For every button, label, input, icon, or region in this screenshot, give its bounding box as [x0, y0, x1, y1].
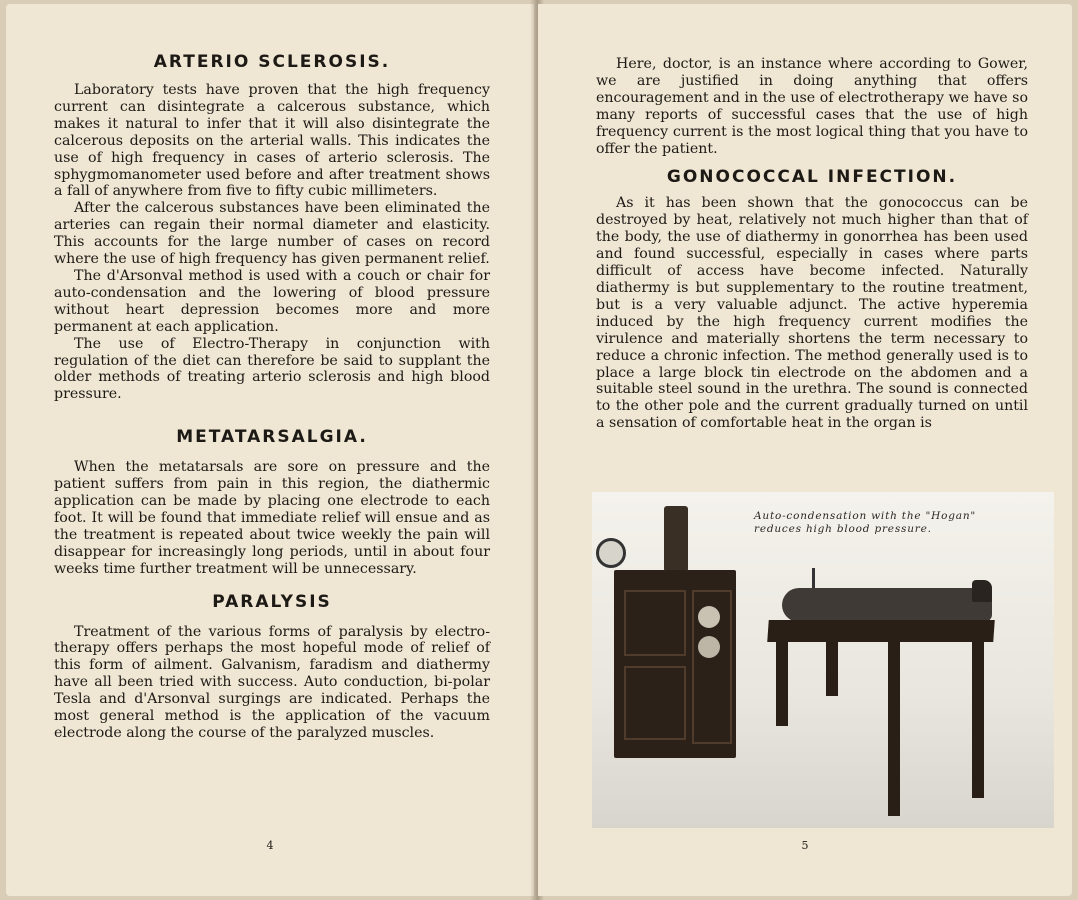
- page-number-right: 5: [801, 839, 809, 852]
- reclining-patient: [782, 588, 992, 622]
- heading-arterio-sclerosis: ARTERIO SCLEROSIS.: [153, 52, 391, 72]
- vacuum-tube-icon: [664, 506, 688, 572]
- paragraph: After the calcerous substances have been eliminated the arteries can regain their normal diameter and elasticity. This accounts for the large number of cases on record where the use of high frequency has given permanent relief.: [54, 200, 490, 268]
- dial-icon: [698, 606, 720, 628]
- paragraph: When the metatarsals are sore on pressure and the patient suffers from pain in this region, the diathermic application can be made by placing one electrode to each foot. It will be found that immediate relief will ensue and as the treatment is repeated about twice weekly the pain will disappear for increasingly long periods, until in about four weeks time further treatment will be unnecessary.: [54, 459, 490, 577]
- high-frequency-cabinet: [614, 570, 736, 758]
- dial-icon: [698, 636, 720, 658]
- paragraph: Laboratory tests have proven that the high frequency current can disintegrate a calcerous substance, which makes it natural to infer that it will also disintegrate the calcerous deposits on the arterial walls. This indicates the use of high frequency in cases of arterio sclerosis. The sphygmomanometer used before and after treatment shows a fall of anywhere from five to fifty cubic millimeters.: [54, 82, 490, 200]
- right-page: [538, 4, 1072, 896]
- treatment-couch: [767, 620, 995, 642]
- heading-metatarsalgia: METATARSALGIA.: [176, 427, 368, 448]
- paragraph: The d'Arsonval method is used with a couch or chair for auto-condensation and the lowering of blood pressure without heart depression becomes more and more permanent at each application.: [54, 267, 490, 335]
- heading-gonococcal-infection: GONOCOCCAL INFECTION.: [666, 167, 958, 188]
- intro-paragraph: Here, doctor, is an instance where according to Gower, we are justified in doing anything that offers encouragement and in the use of electrotherapy we have so many reports of successful cases that the use of high frequency current is the most logical thing that you have to offer the patient.: [596, 56, 1028, 157]
- heading-paralysis: PARALYSIS: [212, 591, 332, 612]
- paragraph: As it has been shown that the gonococcus can be destroyed by heat, relatively not much higher than that of the body, the use of diathermy in gonorrhea has been used and found successful, especially in cases where parts difficult of access have become infected. Naturally diathermy is but supplementary to the routine treatment, but is a very valuable adjunct. The active hyperemia induced by the high frequency current modifies the virulence and materially shortens the term necessary to reduce a chronic infection. The method generally used is to place a large block tin electrode on the abdomen and a suitable steel sound in the urethra. The sound is connected to the other pole and the current gradually turned on until a sensation of comfortable heat in the organ is: [596, 195, 1028, 432]
- photo-caption: [754, 510, 1044, 536]
- left-column: [54, 48, 490, 742]
- left-page: [6, 4, 534, 896]
- paragraph: Treatment of the various forms of paralysis by electro-therapy offers perhaps the most hopeful mode of relief of this form of ailment. Galvanism, faradism and diathermy have all been tried with success. Auto conduction, bi-polar Tesla and d'Arsonval surgings are indicated. Perhaps the most general method is the application of the vacuum electrode along the course of the paralyzed muscles.: [54, 623, 490, 741]
- paragraph: The use of Electro-Therapy in conjunction with regulation of the diet can therefore be said to supplant the older methods of treating arterio sclerosis and high blood pressure.: [54, 335, 490, 403]
- right-column: [596, 56, 1028, 432]
- page-number-left: 4: [266, 839, 274, 852]
- caption-line: Auto-condensation with the "Hogan": [754, 510, 977, 522]
- gauge-icon: [596, 538, 626, 568]
- caption-line: reduces high blood pressure.: [754, 523, 932, 535]
- treatment-photo: [592, 492, 1054, 828]
